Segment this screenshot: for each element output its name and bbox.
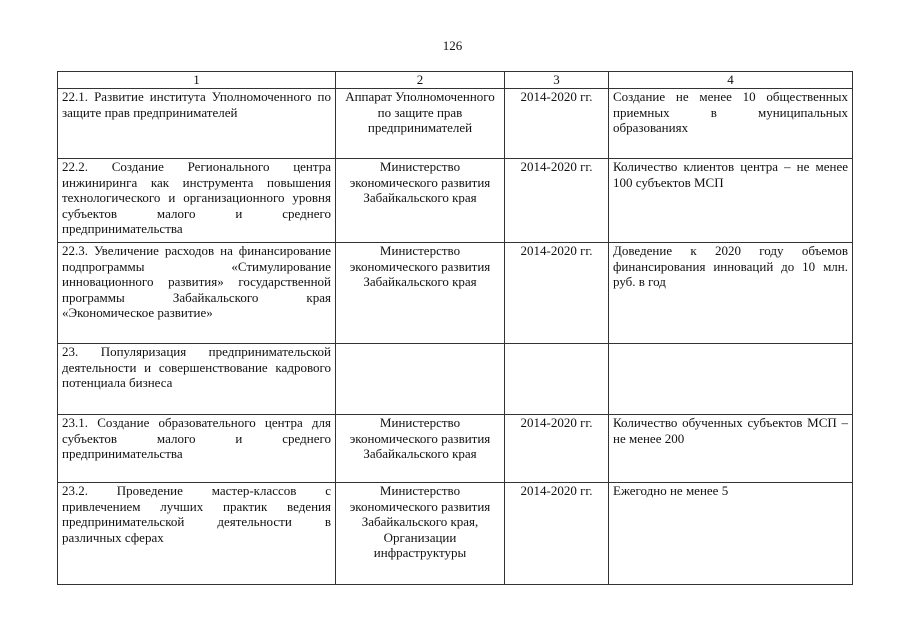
column-header: 1	[58, 72, 336, 89]
table-row	[58, 89, 853, 159]
measure-result: Ежегодно не менее 5	[609, 483, 853, 585]
table-row	[58, 243, 853, 344]
measure-description: 23.2. Проведение мастер-классов с привлечением лучших практик ведения предпринимательской деятельности в различных сферах	[58, 483, 336, 585]
measure-result: Доведение к 2020 году объемов финансирования инноваций до 10 млн. руб. в год	[609, 243, 853, 344]
measure-executor: Министерство экономического развития Забайкальского края, Организации инфраструктуры	[336, 483, 505, 585]
measure-executor: Министерство экономического развития Забайкальского края	[336, 415, 505, 483]
table-row	[58, 159, 853, 243]
column-header: 4	[609, 72, 853, 89]
measure-description: 22.3. Увеличение расходов на финансирование подпрограммы «Стимулирование инновационного развития» государственной программы Забайкальского края «Экономическое развитие»	[58, 243, 336, 344]
column-header: 3	[505, 72, 609, 89]
table-header-row	[58, 72, 853, 89]
measure-result: Количество обученных субъектов МСП – не менее 200	[609, 415, 853, 483]
measure-period: 2014-2020 гг.	[505, 159, 609, 243]
measure-result	[609, 344, 853, 415]
measure-description: 22.2. Создание Регионального центра инжиниринга как инструмента повышения технологического и организационного уровня субъектов малого и среднего предпринимательства	[58, 159, 336, 243]
measure-executor: Министерство экономического развития Забайкальского края	[336, 159, 505, 243]
table-row	[58, 483, 853, 585]
measure-description: 23.1. Создание образовательного центра для субъектов малого и среднего предпринимательства	[58, 415, 336, 483]
section-heading: 23. Популяризация предпринимательской деятельности и совершенствование кадрового потенциала бизнеса	[58, 344, 336, 415]
measure-period	[505, 344, 609, 415]
measures-table	[57, 71, 853, 585]
measure-period: 2014-2020 гг.	[505, 415, 609, 483]
measure-period: 2014-2020 гг.	[505, 243, 609, 344]
measure-executor: Министерство экономического развития Забайкальского края	[336, 243, 505, 344]
measure-result: Количество клиентов центра – не менее 100 субъектов МСП	[609, 159, 853, 243]
measure-period: 2014-2020 гг.	[505, 483, 609, 585]
measure-result: Создание не менее 10 общественных приемных в муниципальных образованиях	[609, 89, 853, 159]
column-header: 2	[336, 72, 505, 89]
measure-executor: Аппарат Уполномоченного по защите прав предпринимателей	[336, 89, 505, 159]
measure-executor	[336, 344, 505, 415]
page-number: 126	[442, 38, 463, 53]
table-row	[58, 344, 853, 415]
table-row	[58, 415, 853, 483]
measure-period: 2014-2020 гг.	[505, 89, 609, 159]
measure-description: 22.1. Развитие института Уполномоченного по защите прав предпринимателей	[58, 89, 336, 159]
